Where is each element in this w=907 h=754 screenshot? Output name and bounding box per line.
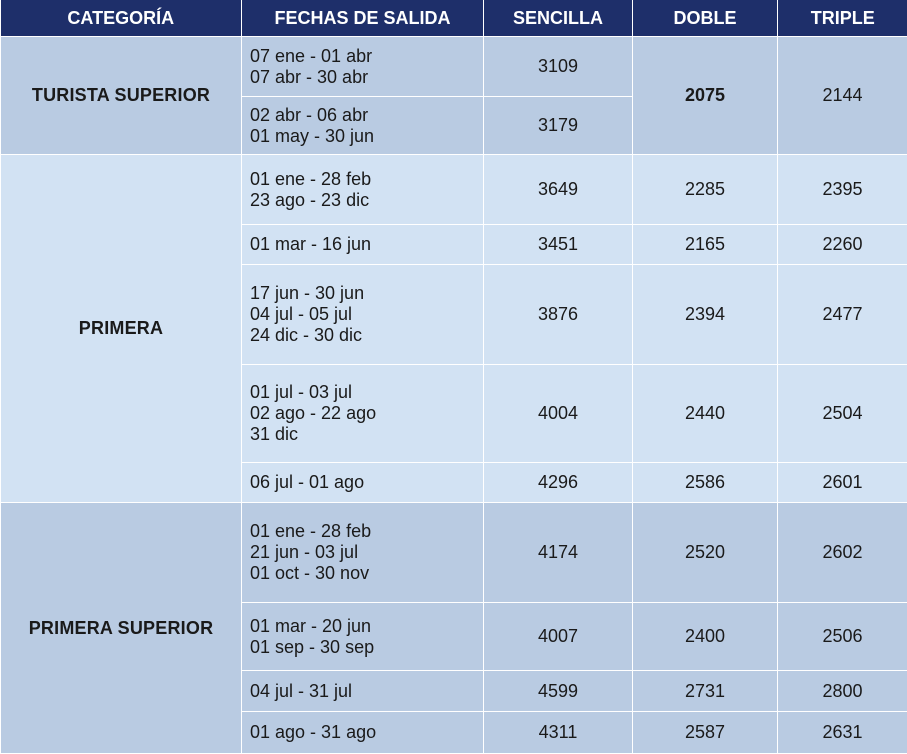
triple-cell: 2260 <box>778 225 907 265</box>
header-row <box>1 0 907 37</box>
category-cell: PRIMERA <box>1 155 242 503</box>
dates-cell <box>242 37 484 97</box>
sencilla-cell: 3451 <box>484 225 633 265</box>
sencilla-cell: 3649 <box>484 155 633 225</box>
table-row <box>1 37 907 97</box>
date-range: 07 ene - 01 abr <box>250 46 483 67</box>
date-range: 17 jun - 30 jun <box>250 283 483 304</box>
header-doble: DOBLE <box>633 0 778 37</box>
sencilla-cell: 4296 <box>484 463 633 503</box>
doble-cell: 2394 <box>633 265 778 365</box>
sencilla-cell: 3876 <box>484 265 633 365</box>
category-cell: PRIMERA SUPERIOR <box>1 503 242 754</box>
triple-cell: 2504 <box>778 365 907 463</box>
header-sencilla: SENCILLA <box>484 0 633 37</box>
sencilla-cell: 4311 <box>484 712 633 754</box>
date-range: 01 oct - 30 nov <box>250 563 483 584</box>
dates-cell <box>242 603 484 671</box>
date-range: 01 mar - 16 jun <box>250 234 483 255</box>
header-categoria: CATEGORÍA <box>1 0 242 37</box>
doble-cell: 2586 <box>633 463 778 503</box>
sencilla-cell: 4007 <box>484 603 633 671</box>
date-range: 01 jul - 03 jul <box>250 382 483 403</box>
date-range: 02 ago - 22 ago <box>250 403 483 424</box>
sencilla-cell: 3179 <box>484 97 633 155</box>
dates-cell <box>242 97 484 155</box>
date-range: 01 sep - 30 sep <box>250 637 483 658</box>
table-row <box>1 155 907 225</box>
sencilla-cell: 3109 <box>484 37 633 97</box>
doble-cell: 2400 <box>633 603 778 671</box>
dates-cell <box>242 712 484 754</box>
triple-cell: 2800 <box>778 671 907 712</box>
doble-cell: 2587 <box>633 712 778 754</box>
date-range: 01 ago - 31 ago <box>250 722 483 743</box>
doble-cell: 2731 <box>633 671 778 712</box>
date-range: 01 ene - 28 feb <box>250 169 483 190</box>
date-range: 31 dic <box>250 424 483 445</box>
triple-cell: 2631 <box>778 712 907 754</box>
dates-cell <box>242 503 484 603</box>
sencilla-cell: 4174 <box>484 503 633 603</box>
date-range: 01 mar - 20 jun <box>250 616 483 637</box>
doble-cell: 2520 <box>633 503 778 603</box>
date-range: 04 jul - 31 jul <box>250 681 483 702</box>
sencilla-cell: 4004 <box>484 365 633 463</box>
dates-cell <box>242 671 484 712</box>
table-row <box>1 503 907 603</box>
dates-cell <box>242 225 484 265</box>
date-range: 01 may - 30 jun <box>250 126 483 147</box>
dates-cell <box>242 463 484 503</box>
date-range: 06 jul - 01 ago <box>250 472 483 493</box>
date-range: 04 jul - 05 jul <box>250 304 483 325</box>
doble-cell: 2075 <box>633 37 778 155</box>
triple-cell: 2506 <box>778 603 907 671</box>
date-range: 02 abr - 06 abr <box>250 105 483 126</box>
date-range: 07 abr - 30 abr <box>250 67 483 88</box>
date-range: 23 ago - 23 dic <box>250 190 483 211</box>
category-cell: TURISTA SUPERIOR <box>1 37 242 155</box>
triple-cell: 2477 <box>778 265 907 365</box>
date-range: 21 jun - 03 jul <box>250 542 483 563</box>
dates-cell <box>242 265 484 365</box>
header-fechas-de-salida: FECHAS DE SALIDA <box>242 0 484 37</box>
dates-cell <box>242 155 484 225</box>
triple-cell: 2601 <box>778 463 907 503</box>
triple-cell: 2602 <box>778 503 907 603</box>
sencilla-cell: 4599 <box>484 671 633 712</box>
triple-cell: 2395 <box>778 155 907 225</box>
triple-cell: 2144 <box>778 37 907 155</box>
doble-cell: 2285 <box>633 155 778 225</box>
header-triple: TRIPLE <box>778 0 907 37</box>
dates-cell <box>242 365 484 463</box>
table-body <box>1 37 907 754</box>
doble-cell: 2165 <box>633 225 778 265</box>
doble-cell: 2440 <box>633 365 778 463</box>
date-range: 24 dic - 30 dic <box>250 325 483 346</box>
date-range: 01 ene - 28 feb <box>250 521 483 542</box>
